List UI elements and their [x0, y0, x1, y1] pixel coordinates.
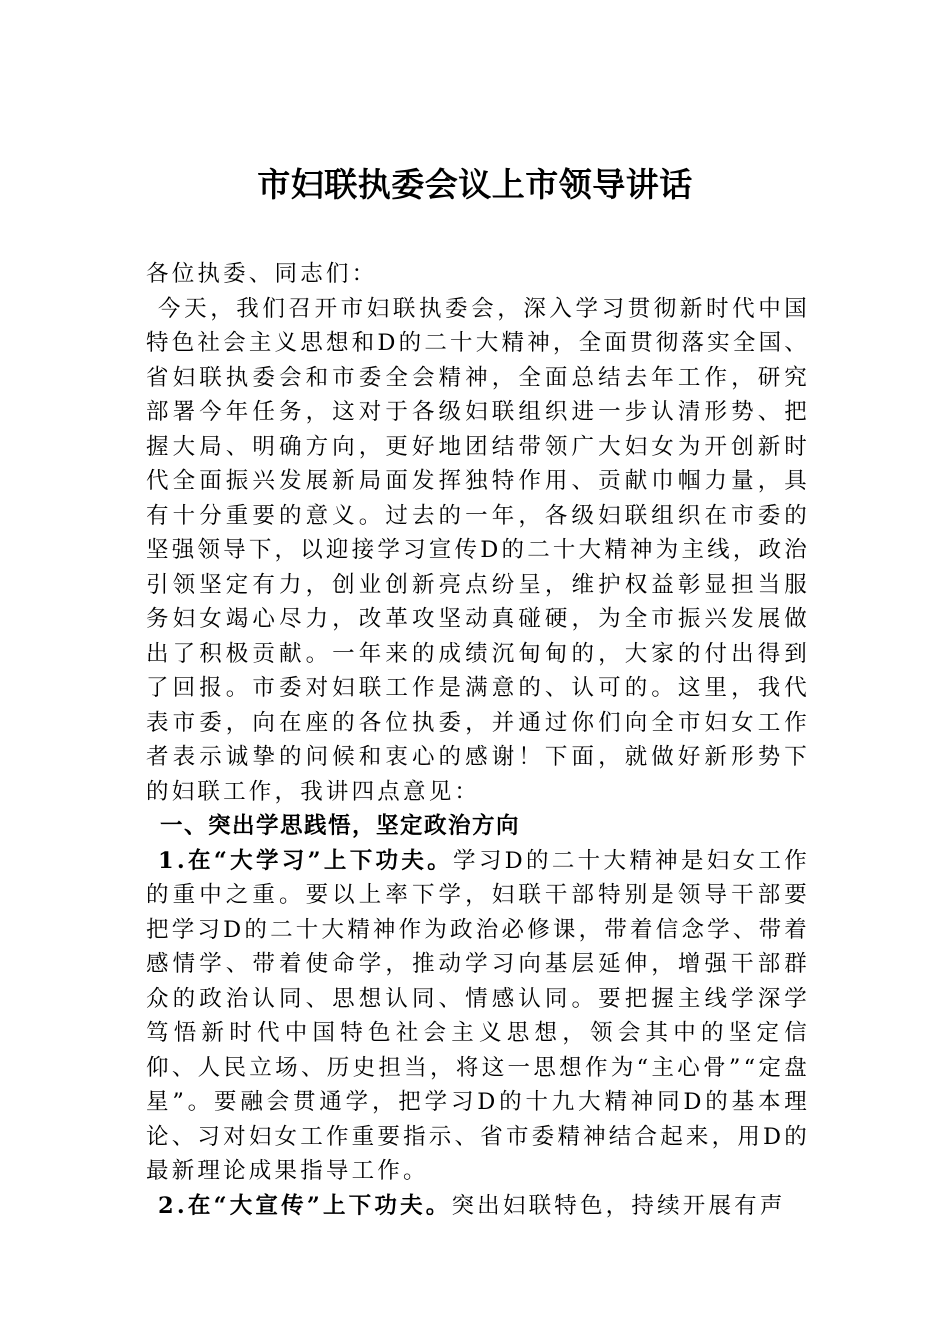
paragraph-intro: 今天，我们召开市妇联执委会，深入学习贯彻新时代中国特色社会主义思想和D的二十大精神，全面贯彻落实全国、省妇联执委会和市委全会精神，全面总结去年工作，研究部署今年任务，这对于各级妇联组织进一步认清形势、把握大局、明确方向，更好地团结带领广大妇女为开创新时代全面振兴发展新局面发挥独特作用、贡献巾帼力量，具有十分重要的意义。过去的一年，各级妇联组织在市委的坚强领导下，以迎接学习宣传D的二十大精神为主线，政治引领坚定有力，创业创新亮点纷呈，维护权益彰显担当服务妇女竭心尽力，改革攻坚动真碰硬，为全市振兴发展做出了积极贡献。一年来的成绩沉甸甸的，大家的付出得到了回报。市委对妇联工作是满意的、认可的。这里，我代表市委，向在座的各位执委，并通过你们向全市妇女工作者表示诚挚的问候和衷心的感谢！下面，就做好新形势下的妇联工作，我讲四点意见：: [146, 295, 810, 805]
item-1-text: 学习D的二十大精神是妇女工作的重中之重。要以上率下学，妇联干部特别是领导干部要把学习D的二十大精神作为政治必修课，带着信念学、带着感情学、带着使命学，推动学习向基层延伸，增强干部群众的政治认同、思想认同、情感认同。要把握主线学深学笃悟新时代中国特色社会主义思想，领会其中的坚定信仰、人民立场、历史担当，将这一思想作为“主心骨”“定盘星”。要融会贯通学，把学习D的十九大精神同D的基本理论、习对妇女工作重要指示、省市委精神结合起来，用D的最新理论成果指导工作。: [146, 847, 810, 1184]
salutation: 各位执委、同志们：: [146, 261, 378, 287]
list-item-2: [146, 1189, 810, 1224]
document-title: 市妇联执委会议上市领导讲话: [257, 165, 693, 204]
document-body: [146, 257, 810, 1223]
item-2-title: 2.在“大宣传”上下功夫。: [158, 1192, 452, 1219]
list-item-1: [146, 844, 810, 1189]
item-2-text: 突出妇联特色，持续开展有声: [451, 1192, 786, 1219]
item-1-title: 1.在“大学习”上下功夫。: [158, 847, 453, 874]
section-heading-1: 一、突出学思践悟，坚定政治方向: [160, 813, 521, 839]
